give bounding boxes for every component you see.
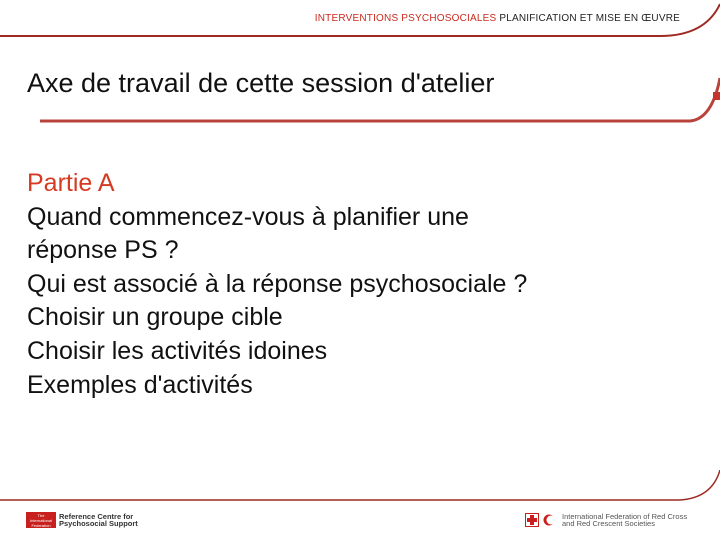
body-line-2: réponse PS ?: [27, 236, 179, 265]
header-subtitle: PLANIFICATION ET MISE EN ŒUVRE: [496, 13, 680, 24]
reference-centre-logo: [26, 512, 149, 528]
footer-decoration: [0, 470, 720, 540]
ifrc-text: International Federation of Red Cross and Red Crescent Societies: [562, 511, 688, 528]
reference-centre-text: Reference Centre for Psychosocial Support: [59, 511, 138, 528]
body-line-6: Exemples d'activités: [27, 370, 253, 399]
body-line-5: Choisir les activités idoines: [27, 336, 328, 365]
slide-title: Axe de travail de cette session d'atelier: [27, 68, 495, 98]
header-caption: [315, 13, 680, 24]
body-line-1: Quand commencez-vous à planifier une: [27, 202, 469, 231]
reference-centre-badge: The International Federation: [26, 512, 56, 528]
header-category: INTERVENTIONS PSYCHOSOCIALES: [314, 13, 497, 24]
body-line-4: Choisir un groupe cible: [27, 303, 283, 332]
body-line-3: Qui est associé à la réponse psychosociale ?: [27, 269, 528, 298]
slide-body: [27, 167, 527, 402]
red-cross-crescent-icon: [525, 513, 559, 527]
ifrc-logo: [525, 512, 694, 528]
part-label: Partie A: [27, 169, 115, 197]
